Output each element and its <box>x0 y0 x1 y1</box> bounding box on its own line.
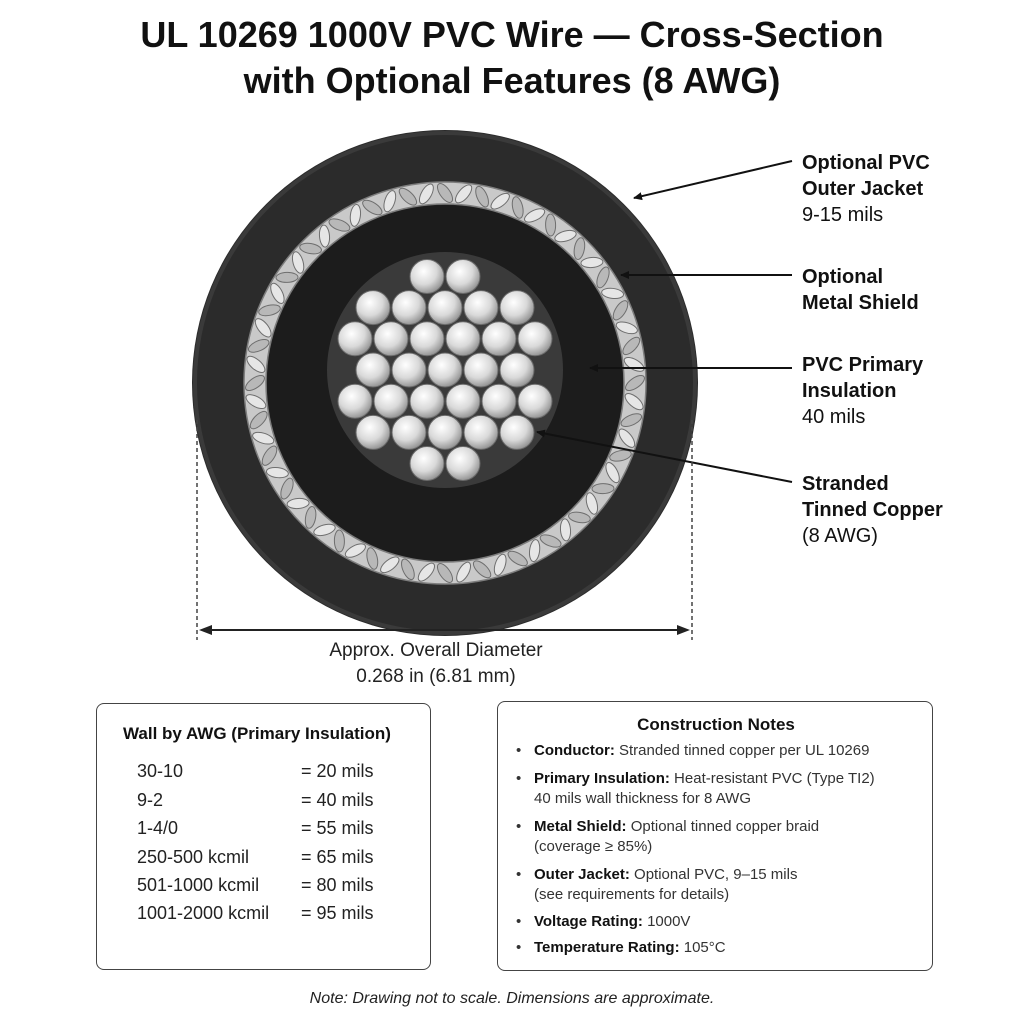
braid-strand <box>545 214 555 236</box>
note-label: Primary Insulation: <box>534 770 670 787</box>
bullet-icon: • <box>516 742 522 759</box>
conductor-strand <box>410 260 444 294</box>
conductor-strand <box>464 415 498 449</box>
conductor-strand <box>392 291 426 325</box>
note-text: Optional tinned copper braid <box>630 818 820 835</box>
note-text: Optional PVC, 9–15 mils <box>634 866 798 883</box>
conductor-strand <box>428 415 462 449</box>
note-text-continued: (coverage ≥ 85%) <box>534 838 653 855</box>
callout-conductor <box>802 471 943 549</box>
callout-outer-jacket-line-2: Outer Jacket <box>802 178 924 200</box>
awg-range: 1-4/0 <box>137 818 179 838</box>
note-label: Outer Jacket: <box>534 866 630 883</box>
callout-primary-insulation-line-2: Insulation <box>802 380 897 402</box>
note-label: Metal Shield: <box>534 818 627 835</box>
awg-range: 30-10 <box>137 761 184 781</box>
footnote: Note: Drawing not to scale. Dimensions are approximate. <box>309 990 715 1007</box>
conductor-strand <box>482 322 516 356</box>
conductor-strand <box>482 384 516 418</box>
conductor-strand <box>410 322 444 356</box>
braid-strand <box>592 483 614 493</box>
awg-table-title: Wall by AWG (Primary Insulation) <box>123 724 391 743</box>
callout-metal-shield-line-1: Optional <box>802 266 884 288</box>
awg-wall: = 95 mils <box>301 903 374 923</box>
conductor-strand <box>338 384 372 418</box>
conductor-strand <box>428 353 462 387</box>
conductor-strand <box>338 322 372 356</box>
conductor-strand <box>410 447 444 481</box>
callout-primary-insulation <box>802 352 923 430</box>
conductor-strand <box>374 322 408 356</box>
conductor-strand <box>500 415 534 449</box>
awg-range: 1001-2000 kcmil <box>137 903 270 923</box>
bullet-icon: • <box>516 818 522 835</box>
callout-primary-insulation-thickness: 40 mils <box>802 406 866 428</box>
conductor-strand <box>500 353 534 387</box>
outer-jacket-leader <box>634 161 792 198</box>
bullet-icon: • <box>516 939 522 956</box>
construction-notes-title: Construction Notes <box>637 715 795 734</box>
conductor-strand <box>518 322 552 356</box>
conductor-strand <box>356 291 390 325</box>
title-line-1: UL 10269 1000V PVC Wire — Cross-Section <box>140 14 884 55</box>
note-text-continued: (see requirements for details) <box>534 886 730 903</box>
conductor-strand <box>428 291 462 325</box>
conductor-strand <box>356 353 390 387</box>
conductor-strands <box>338 260 552 481</box>
note-label: Temperature Rating: <box>534 939 680 956</box>
braid-strand <box>276 272 298 282</box>
conductor-strand <box>356 415 390 449</box>
conductor-strand <box>374 384 408 418</box>
bullet-icon: • <box>516 866 522 883</box>
note-text: 1000V <box>647 913 691 930</box>
callout-conductor-gauge: (8 AWG) <box>802 525 878 547</box>
dimension-arrow-left <box>199 625 212 635</box>
title-line-2: with Optional Features (8 AWG) <box>243 60 781 101</box>
diameter-label: Approx. Overall Diameter <box>329 640 543 661</box>
bullet-icon: • <box>516 913 522 930</box>
callout-outer-jacket <box>802 150 930 228</box>
bullet-icon: • <box>516 770 522 787</box>
construction-notes-panel <box>497 701 933 971</box>
awg-range: 9-2 <box>137 790 164 810</box>
conductor-strand <box>464 291 498 325</box>
conductor-strand <box>500 291 534 325</box>
diameter-value: 0.268 in (6.81 mm) <box>356 666 516 687</box>
awg-wall: = 20 mils <box>301 761 374 781</box>
note-label: Voltage Rating: <box>534 913 643 930</box>
awg-wall: = 80 mils <box>301 875 374 895</box>
braid-strand <box>334 530 344 552</box>
callout-primary-insulation-line-1: PVC Primary <box>802 354 924 376</box>
conductor-strand <box>446 322 480 356</box>
awg-wall: = 40 mils <box>301 790 374 810</box>
note-label: Conductor: <box>534 742 615 759</box>
conductor-strand <box>392 353 426 387</box>
callout-conductor-line-1: Stranded <box>802 473 889 495</box>
conductor-strand <box>410 384 444 418</box>
conductor-strand <box>464 353 498 387</box>
awg-wall: = 65 mils <box>301 847 374 867</box>
note-text: 105°C <box>683 939 726 956</box>
callout-outer-jacket-line-1: Optional PVC <box>802 152 930 174</box>
diameter-caption <box>286 638 586 690</box>
awg-wall: = 55 mils <box>301 818 374 838</box>
conductor-strand <box>446 384 480 418</box>
note-text: Stranded tinned copper per UL 10269 <box>619 742 870 759</box>
conductor-strand <box>446 447 480 481</box>
conductor-strand <box>446 260 480 294</box>
callout-metal-shield <box>802 264 919 316</box>
dimension-arrow-right <box>677 625 690 635</box>
callout-conductor-line-2: Tinned Copper <box>802 499 943 521</box>
awg-range: 501-1000 kcmil <box>137 875 260 895</box>
callout-metal-shield-line-2: Metal Shield <box>802 292 919 314</box>
awg-wall-table <box>96 703 431 970</box>
note-text: Heat-resistant PVC (Type TI2) <box>674 770 875 787</box>
conductor-strand <box>392 415 426 449</box>
conductor-strand <box>518 384 552 418</box>
callout-outer-jacket-thickness: 9-15 mils <box>802 204 884 226</box>
note-text-continued: 40 mils wall thickness for 8 AWG <box>534 790 752 807</box>
awg-range: 250-500 kcmil <box>137 847 250 867</box>
